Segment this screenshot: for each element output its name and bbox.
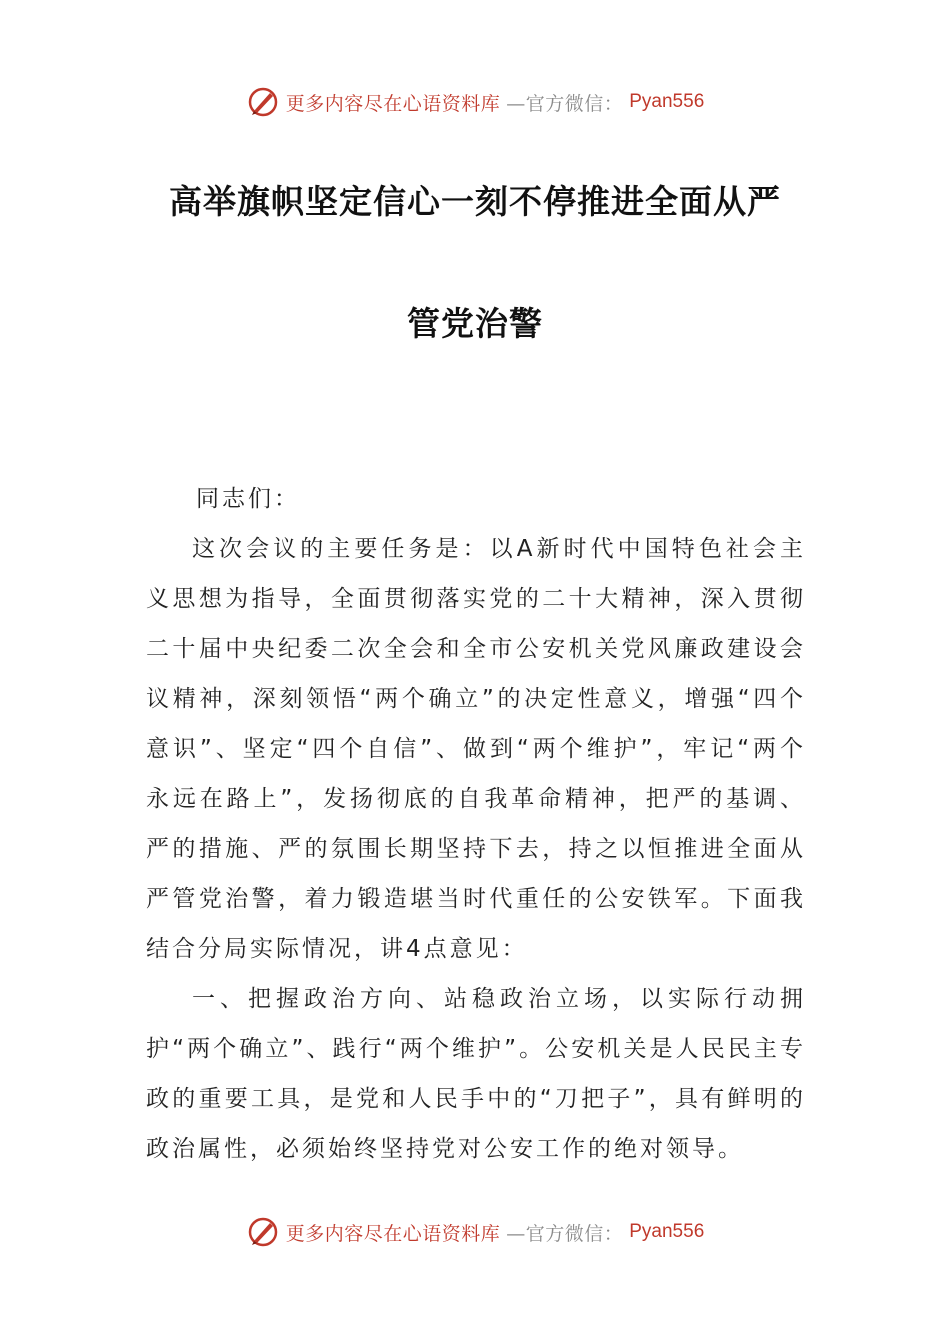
watermark-text: 更多内容尽在心语资料库 (285, 1222, 501, 1245)
paragraph-intro: 这次会议的主要任务是：以A新时代中国特色社会主义思想为指导，全面贯彻落实党的二十大精神，深入贯彻二十届中央纪委二次全会和全市公安机关党风廉政建设会议精神，深刻领悟“两个确立”的决定性意义，增强“四个意识”、坚定“四个自信”、做到“两个维护”，牢记“两个永远在路上”，发扬彻底的自我革命精神，把严的基调、严的措施、严的氛围长期坚持下去，持之以恒推进全面从严管党治警，着力锻造堪当时代重任的公安铁军。下面我结合分局实际情况，讲4点意见： (146, 536, 806, 962)
document-body (146, 524, 806, 1174)
paragraph-point-1: 一、把握政治方向、站稳政治立场，以实际行动拥护“两个确立”、践行“两个维护”。公安机关是人民民主专政的重要工具，是党和人民手中的“刀把子”，具有鲜明的政治属性，必须始终坚持党对公安工作的绝对领导。 (146, 986, 806, 1162)
watermark-wechat-label: —官方微信： (506, 1222, 624, 1245)
watermark-banner-top (0, 82, 950, 122)
quill-logo-icon (246, 85, 280, 119)
watermark-wechat-id: Pyan556 (629, 91, 705, 112)
watermark-wechat-id: Pyan556 (629, 1221, 705, 1242)
watermark-banner-bottom (0, 1212, 950, 1252)
quill-logo-icon (246, 1215, 280, 1249)
watermark-wechat-label: —官方微信： (506, 92, 624, 115)
watermark-text: 更多内容尽在心语资料库 (285, 92, 501, 115)
document-title-line-2: 管党治警 (407, 304, 543, 343)
salutation: 同志们： (196, 486, 300, 512)
document-title-line-1: 高举旗帜坚定信心一刻不停推进全面从严 (169, 182, 781, 221)
